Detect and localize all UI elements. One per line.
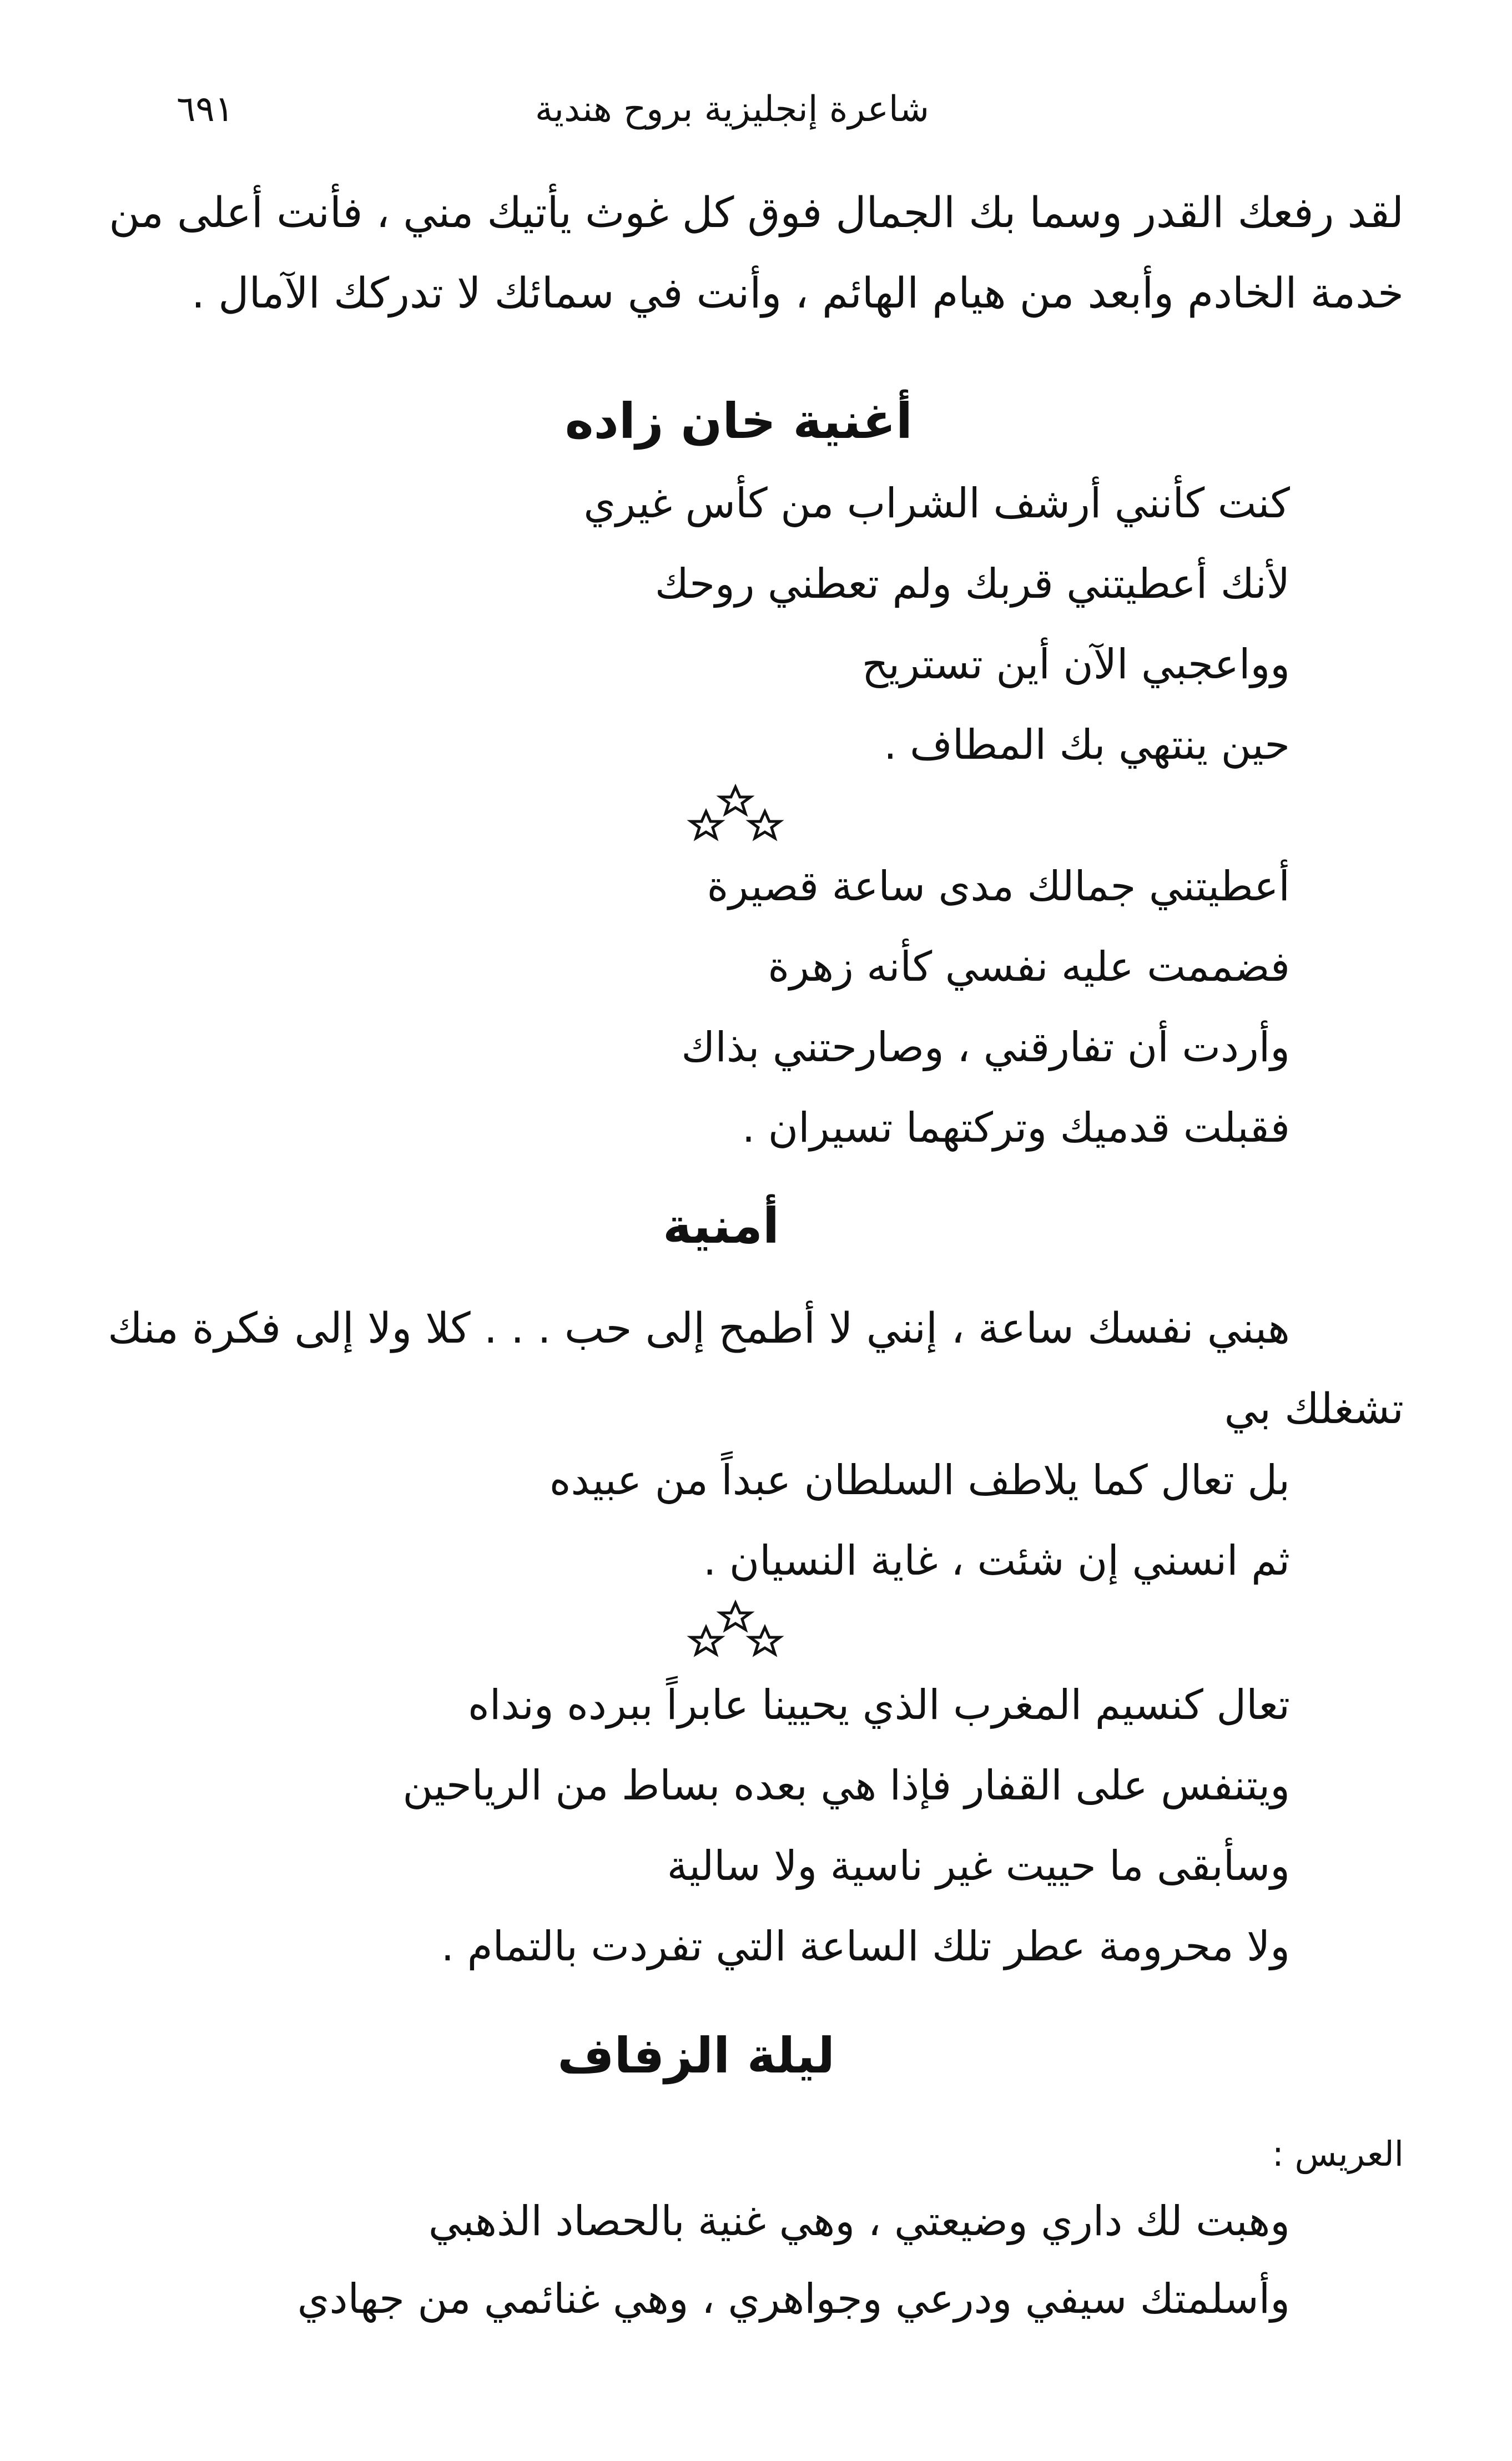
- poem-title-khan-zadeh: أغنية خان زاده: [565, 392, 913, 450]
- poem2-verse-5: وسأبقى ما حييت غير ناسية ولا سالية: [667, 1842, 1290, 1890]
- poem1-verse-6: فضممت عليه نفسي كأنه زهرة: [768, 943, 1290, 991]
- poem1-verse-3: وواعجبي الآن أين تستريح: [861, 641, 1290, 688]
- poem1-verse-5: أعطيتني جمالك مدى ساعة قصيرة: [707, 863, 1290, 910]
- intro-line-1: لقد رفعك القدر وسما بك الجمال فوق كل غوث يأتيك مني ، فأنت أعلى من: [109, 188, 1404, 237]
- three-stars-ornament-icon: [683, 1598, 788, 1665]
- three-stars-ornament-icon: [683, 783, 788, 849]
- poem2-prose-line-2: تشغلك بي: [1224, 1384, 1404, 1433]
- poem1-verse-8: فقبلت قدميك وتركتهما تسيران .: [742, 1104, 1290, 1152]
- poem2-verse-2: ثم انسني إن شئت ، غاية النسيان .: [703, 1537, 1290, 1585]
- poem2-verse-3: تعال كنسيم المغرب الذي يحيينا عابراً ببرده ونداه: [468, 1681, 1290, 1729]
- poem1-verse-2: لأنك أعطيتني قربك ولم تعطني روحك: [654, 560, 1290, 608]
- running-header: شاعرة إنجليزية بروح هندية: [535, 89, 929, 130]
- intro-line-2: خدمة الخادم وأبعد من هيام الهائم ، وأنت في سمائك لا تدركك الآمال .: [191, 268, 1404, 317]
- poem1-verse-1: كنت كأنني أرشف الشراب من كأس غيري: [583, 480, 1290, 527]
- poem1-verse-7: وأردت أن تفارقني ، وصارحتني بذاك: [681, 1023, 1290, 1071]
- poem2-verse-6: ولا محرومة عطر تلك الساعة التي تفردت بالتمام .: [441, 1923, 1290, 1970]
- poem-title-wedding-night: ليلة الزفاف: [557, 2027, 835, 2084]
- poem3-verse-2: وأسلمتك سيفي ودرعي وجواهري ، وهي غنائمي من جهادي: [297, 2275, 1290, 2323]
- poem-title-umniya: أمنية: [663, 1197, 779, 1254]
- poem1-verse-4: حين ينتهي بك المطاف .: [884, 721, 1290, 769]
- speaker-label: العريس :: [1272, 2134, 1404, 2174]
- page-number: ٦٩١: [177, 89, 234, 130]
- poem3-verse-1: وهبت لك داري وضيعتي ، وهي غنية بالحصاد الذهبي: [428, 2197, 1290, 2245]
- poem2-verse-1: بل تعال كما يلاطف السلطان عبداً من عبيده: [549, 1456, 1290, 1504]
- poem2-verse-4: ويتنفس على القفار فإذا هي بعده بساط من الرياحين: [402, 1762, 1290, 1809]
- poem2-prose-line-1: هبني نفسك ساعة ، إنني لا أطمح إلى حب . . . كلا ولا إلى فكرة منك: [108, 1303, 1290, 1353]
